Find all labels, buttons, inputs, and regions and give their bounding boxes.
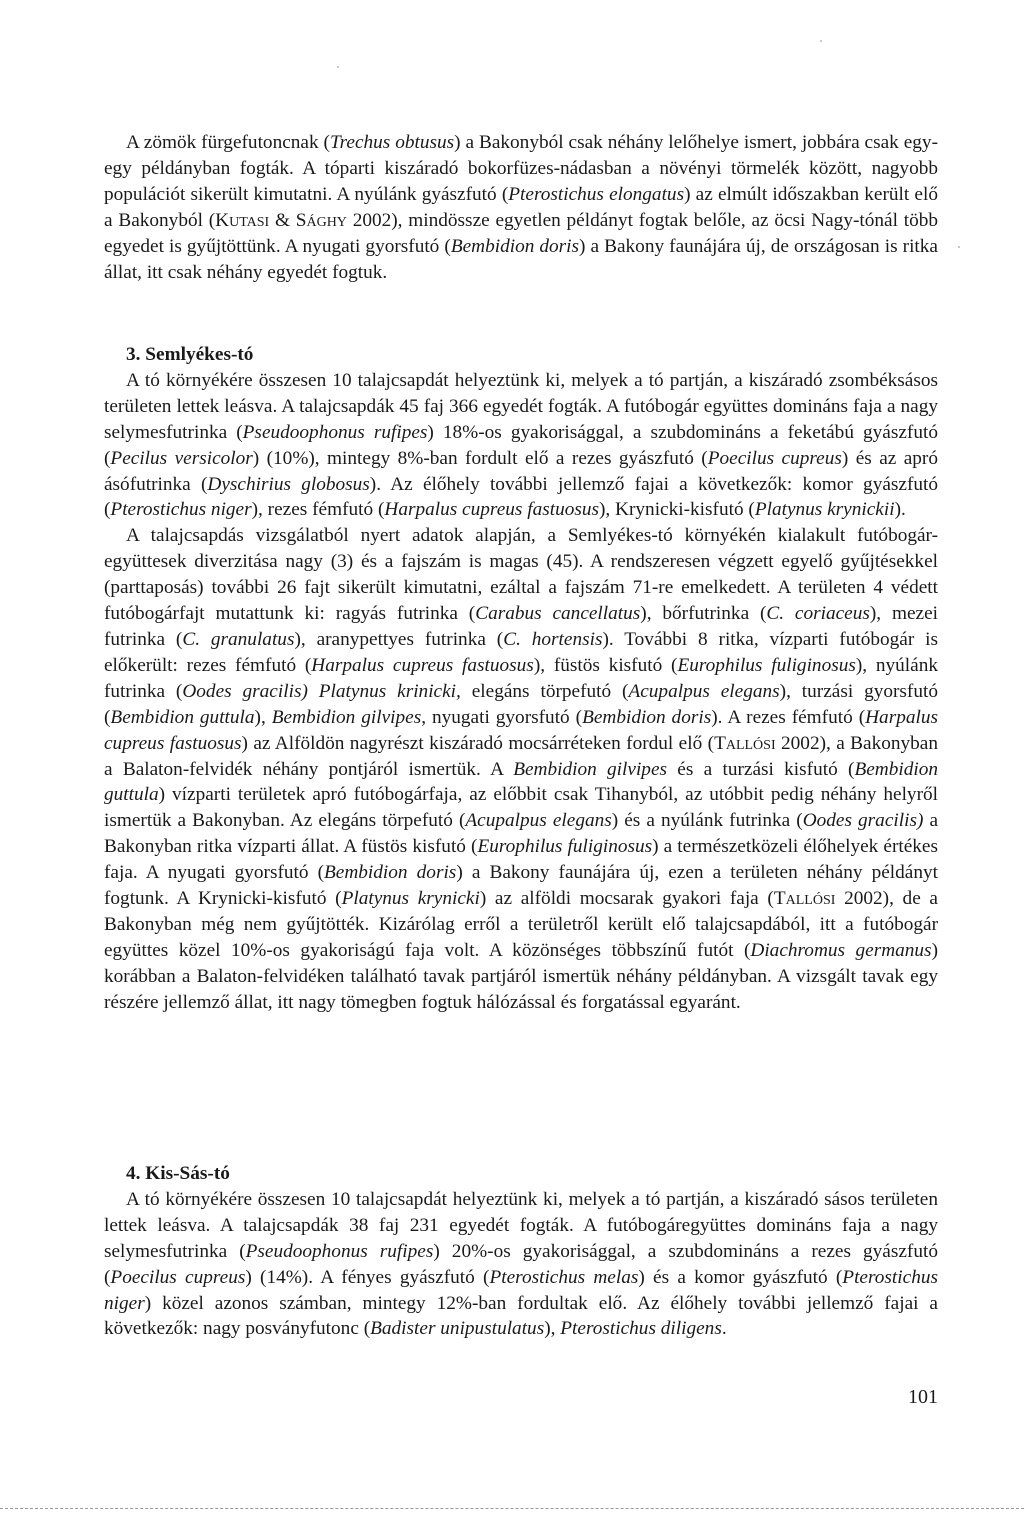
- text-run: ), bőrfutrinka (: [640, 603, 767, 625]
- text-run: ) 18%-os gyakorisággal, a szubdomináns a feketábú gyászfutó (: [104, 421, 938, 469]
- text-run: A tó környékére összesen 10 talajcsapdát helyeztünk ki, melyek a tó partján, a kiszáradó sásos területen lettek leásva. A talajcsapdák 38 faj 231 egyedét fogták. A futóbogáregyüttes domináns faja a nagy selymesfutrinka (: [104, 1188, 938, 1262]
- species-name: Bembidion doris: [582, 706, 712, 728]
- text-block-section-4: [104, 1161, 938, 1342]
- species-name: Platynus krynickii: [754, 499, 895, 521]
- paragraph: [104, 1187, 938, 1342]
- text-run: ),: [254, 706, 272, 728]
- text-run: A zömök fürgefutoncnak (: [126, 132, 330, 153]
- species-name: Pseudoophonus rufipes: [245, 1240, 434, 1262]
- text-block-section-3: [104, 342, 938, 1016]
- species-name: Bembidion doris: [450, 235, 580, 257]
- text-run: ) a Bakony faunájára új, de országosan is ritka állat, itt csak néhány egyedét fogtuk.: [104, 235, 938, 283]
- text-run: 2002), de a Bakonyban még nem gyűjtötték. Kizárólag erről a területről került elő talajcsapdából, itt a futóbogár együttes közel 10%-os gyakoriságú faja volt. A közönséges többszínű futót (: [104, 888, 938, 961]
- text-run: és a turzási kisfutó (: [667, 758, 855, 780]
- text-run: ). Az élőhely további jellemző fajai a következők: komor gyászfutó (: [104, 473, 939, 521]
- species-name: Acupalpus elegans: [465, 810, 612, 832]
- section-heading: 4. Kis-Sás-tó: [126, 1163, 230, 1184]
- species-name: Pterostichus melas: [489, 1266, 639, 1288]
- author-citation: Sághy: [295, 209, 347, 231]
- section-heading: 3. Semlyékes-tó: [126, 344, 254, 365]
- text-run: 2002), a Bakonyban a Balaton-felvidék néhány pontjáról ismertük. A: [104, 732, 938, 780]
- text-run: &: [269, 209, 296, 231]
- species-name: Badister unipustulatus: [370, 1318, 545, 1340]
- text-run: ), mezei futrinka (: [104, 603, 939, 650]
- author-citation: Kutasi: [215, 209, 270, 231]
- text-run: elegáns törpefutó (: [460, 680, 629, 702]
- species-name: Harpalus cupreus fastuosus: [104, 706, 938, 754]
- species-name: Pterostichus elongatus: [508, 183, 685, 205]
- species-name: Dyschirius globosus: [207, 473, 370, 495]
- text-block-intro: [104, 130, 938, 285]
- species-name: Pterostichus niger: [110, 499, 252, 521]
- text-run: ), füstös kisfutó (: [533, 654, 678, 676]
- species-name: Bembidion doris: [324, 862, 457, 884]
- text-run: ) és a nyúlánk futrinka (: [611, 810, 803, 832]
- text-run: ) az elmúlt időszakban került elő a Bakonyból (: [104, 183, 938, 231]
- scan-speck: [958, 246, 960, 248]
- text-run: ) 20%-os gyakorisággal, a szubdomináns a rezes gyászfutó (: [104, 1240, 938, 1288]
- text-run: a Bakonyban ritka vízparti állat. A füstös kisfutó (: [104, 810, 938, 858]
- species-name: Diachromus germanus: [750, 939, 932, 961]
- text-run: ) korábban a Balaton-felvidéken található tavak partjáról ismertük néhány példányban. A vizsgált tavak egy részére jellemző állat, itt nagy tömegben fogtuk hálózással és forgatással egyaránt.: [104, 939, 938, 1013]
- text-run: ), nyúlánk futrinka (: [104, 654, 938, 702]
- species-name: Poecilus cupreus: [110, 1266, 246, 1288]
- scan-speck: [337, 66, 339, 68]
- text-run: ).: [894, 499, 906, 521]
- species-name: Carabus cancellatus: [475, 603, 641, 625]
- species-name: C. hortensis: [503, 628, 603, 650]
- species-name: Oodes gracilis) Platynus krinicki,: [182, 680, 461, 702]
- species-name: Oodes gracilis): [802, 810, 924, 832]
- text-run: ), aranypettyes futrinka (: [294, 628, 504, 650]
- scan-speck: [820, 40, 822, 42]
- page-number: 101: [908, 1386, 938, 1408]
- species-name: Acupalpus elegans: [628, 680, 780, 702]
- text-run: ) (10%), mintegy 8%-ban fordult elő a rezes gyászfutó (: [252, 447, 708, 469]
- species-name: Europhilus fuliginosus: [477, 836, 653, 858]
- species-name: Bembidion guttula: [104, 758, 938, 806]
- text-run: ), Krynicki-kisfutó (: [599, 499, 755, 521]
- text-run: ) vízparti területek apró futóbogárfaja, az előbbit csak Tihanyból, az utóbbit pedig néhány helyről ismertük a Bakonyban. Az elegáns törpefutó (: [104, 784, 938, 832]
- text-run: ) az Alföldön nagyrészt kiszáradó mocsárréteken fordul elő (: [241, 732, 715, 754]
- text-run: ) a Bakonyból csak néhány lelőhelye ismert, jobbára csak egy-egy példányban fogták. A tóparti kiszáradó bokorfüzes-nádasban a növényi törmelék között, nagyobb populációt sikerült kimutatni. A nyúlánk gyászfutó (: [104, 132, 938, 205]
- species-name: Europhilus fuliginosus: [677, 654, 856, 676]
- species-name: C. granulatus: [182, 628, 295, 650]
- species-name: Bembidion gilvipes: [513, 758, 668, 780]
- species-name: Bembidion guttula: [110, 706, 255, 728]
- text-run: , nyugati gyorsfutó (: [421, 706, 583, 728]
- author-citation: Tallósi: [714, 732, 776, 754]
- species-name: Trechus obtusus: [329, 132, 455, 153]
- text-run: ) (14%). A fényes gyászfutó (: [245, 1266, 490, 1288]
- author-citation: Tallósi: [773, 888, 836, 910]
- scan-edge-line: [0, 1508, 1024, 1509]
- species-name: Pterostichus niger: [104, 1266, 938, 1314]
- text-run: ), rezes fémfutó (: [251, 499, 385, 521]
- species-name: Harpalus cupreus fastuosus: [384, 499, 599, 521]
- text-run: ). A rezes fémfutó (: [711, 706, 866, 728]
- text-run: ) a természetközeli élőhelyek értékes faja. A nyugati gyorsfutó (: [104, 836, 938, 884]
- species-name: Platynus krynicki: [341, 888, 480, 910]
- species-name: Pseudoophonus rufipes: [242, 421, 428, 443]
- text-run: 2002), mindössze egyetlen példányt fogtak belőle, az öcsi Nagy-tónál több egyedet is gyűjtöttünk. A nyugati gyorsfutó (: [104, 209, 938, 257]
- species-name: Poecilus cupreus: [707, 447, 842, 469]
- species-name: C. coriaceus: [766, 603, 870, 625]
- text-run: A tó környékére összesen 10 talajcsapdát helyeztünk ki, melyek a tó partján, a kiszáradó zsombéksásos területen lettek leásva. A talajcsapdák 45 faj 366 egyedét fogták. A futóbogár együttes domináns faja a nagy selymesfutrinka (: [104, 369, 938, 443]
- text-run: ). További 8 ritka, vízparti futóbogár is előkerült: rezes fémfutó (: [104, 628, 938, 676]
- paragraph: [104, 368, 938, 523]
- species-name: Bembidion gilvipes: [271, 706, 422, 728]
- text-run: ) és a komor gyászfutó (: [638, 1266, 843, 1288]
- text-run: ) a Bakony faunájára új, ezen a területen néhány példányt fogtunk. A Krynicki-kisfutó (: [104, 862, 938, 910]
- species-name: Pecilus versicolor: [110, 447, 253, 469]
- text-run: A talajcsapdás vizsgálatból nyert adatok alapján, a Semlyékes-tó környékén kialakult futóbogár-együttesek diverzitása nagy (3) és a fajszám is magas (45). A rendszeresen végzett egyelő gyűjtésekkel (parttaposás) további 26 fajt sikerült kimutatni, ezáltal a fajszám 71-re emelkedett. A területen 4 védett futóbogárfajt mutattunk ki: ragyás futrinka (: [104, 525, 938, 625]
- species-name: Pterostichus diligens: [560, 1318, 722, 1340]
- text-run: ) az alföldi mocsarak gyakori faja (: [479, 888, 774, 910]
- text-run: ) és az apró ásófutrinka (: [104, 447, 938, 495]
- species-name: Harpalus cupreus fastuosus: [311, 654, 534, 676]
- text-run: ), turzási gyorsfutó (: [104, 680, 938, 728]
- text-run: ),: [544, 1318, 561, 1340]
- paragraph: [104, 130, 938, 285]
- text-run: ) közel azonos számban, mintegy 12%-ban fordultak elő. Az élőhely további jellemző fajai a következők: nagy posványfutonc (: [104, 1292, 938, 1340]
- text-run: .: [721, 1318, 727, 1340]
- paragraph: [104, 523, 938, 1015]
